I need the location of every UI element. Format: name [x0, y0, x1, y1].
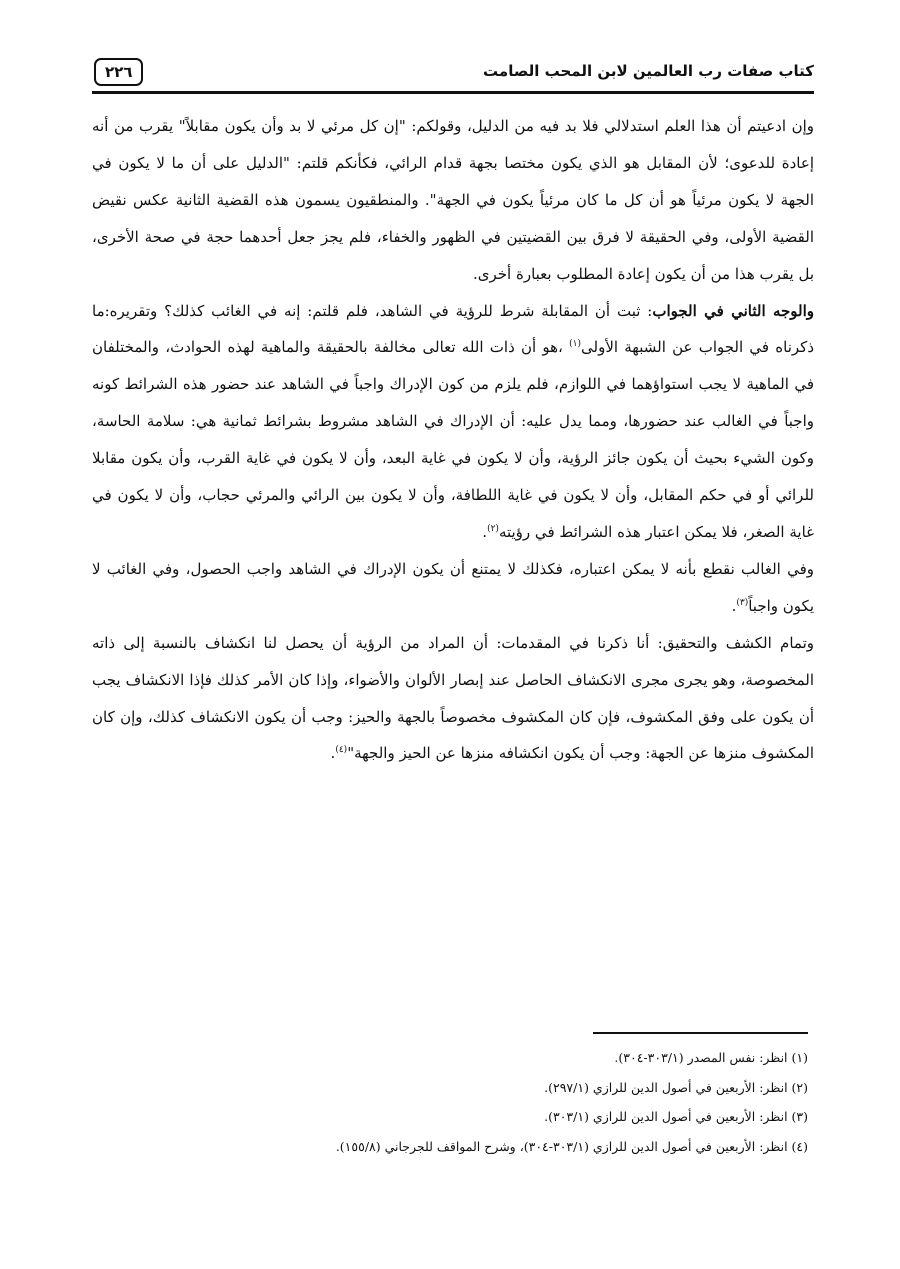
paragraph-1: وإن ادعيتم أن هذا العلم استدلالي فلا بد فيه من الدليل، وقولكم: "إن كل مرئي لا بد وأن يكون مقابلاً" يقرب من أنه إعادة للدعوى؛ لأن المقابل هو الذي يكون مختصا بجهة قدام الرائي، فكأنكم قلتم: "الدليل على أن ما لا يكون في الجهة لا يكون مرئياً هو أن كل ما كان مرئياً يكون في الجهة". والمنطقيون يسمون هذه القضية الثانية عكس نقيض القضية الأولى، وفي الحقيقة لا فرق بين القضيتين في الظهور والخفاء، فلم يجز جعل أحدهما حجة في صحة الأخرى، بل يقرب هذا من أن يكون إعادة المطلوب بعبارة أخرى.	[92, 117, 814, 283]
paragraph-4	[92, 625, 814, 773]
footnote-divider	[593, 1032, 808, 1034]
footnote-ref-3[interactable]: (٣)	[736, 597, 749, 608]
paragraph-2-end: .	[482, 522, 488, 541]
header-divider	[92, 91, 814, 94]
paragraph-2-text-a: : ثبت أن المقابلة شرط للرؤية في الشاهد، فلم قلتم: إنه في الغائب كذلك؟ وتقريره:ما ذكرناه في الجواب عن الشبهة الأولى	[92, 301, 814, 357]
page-number-box: ٢٢٦	[94, 58, 143, 86]
paragraph-2-heading: والوجه الثاني في الجواب	[652, 301, 814, 320]
footnotes	[86, 1043, 808, 1161]
paragraph-3-end: .	[731, 596, 737, 615]
paragraph-3	[92, 551, 814, 625]
footnote-ref-4[interactable]: (٤)	[335, 745, 348, 756]
footnote-ref-2[interactable]: (٢)	[487, 523, 499, 534]
paragraph-2-text-b: ،هو أن ذات الله تعالى مخالفة بالحقيقة والماهية لهذه الحوادث، والمختلفان في الماهية لا يجب استواؤهما في اللوازم، فلم يلزم من كون الإدراك واجباً في الشاهد عند حضور هذه الشرائط كونه واجباً في الغالب عند حضورها، ومما يدل عليه: أن الإدراك في الشاهد مشروط بشرائط ثمانية هي: سلامة الحاسة، وكون الشيء بحيث أن يكون جائز الرؤية، وأن لا يكون في غاية البعد، وأن لا يكون في غاية القرب، وأن يكون مقابلا للرائي أو في حكم المقابل، وأن لا يكون في غاية اللطافة، وأن لا يكون بين الرائي والمرئي حجاب، وأن لا يكون في غاية الصغر، فلا يمكن اعتبار هذه الشرائط في رؤيته	[92, 338, 814, 541]
footnote-ref-1[interactable]: (١)	[569, 339, 581, 350]
paragraph-4-end: .	[330, 744, 336, 763]
main-text	[92, 108, 814, 772]
paragraph-3-text: وفي الغالب نقطع بأنه لا يمكن اعتباره، فكذلك لا يمتنع أن يكون الإدراك في الشاهد واجب الحصول، وفي الغائب لا يكون واجباً	[92, 559, 814, 615]
footnote-4: (٤) انظر: الأربعين في أصول الدين للرازي (٣٠٣/١-٣٠٤)، وشرح المواقف للجرجاني (١٥٥/٨).	[335, 1138, 808, 1154]
book-title: كتاب صفات رب العالمين لابن المحب الصامت	[483, 62, 814, 80]
paragraph-4-text: وتمام الكشف والتحقيق: أنا ذكرنا في المقدمات: أن المراد من الرؤية أن يحصل لنا انكشاف بالنسبة إلى ذاته المخصوصة، وهو يجرى مجرى الانكشاف الحاصل عند إبصار الألوان والأضواء، وإذا كان الأمر كذلك فإذا الانكشاف يجب أن يكون على وفق المكشوف، فإن كان المكشوف مخصوصاً بالجهة والحيز: وجب أن يكون الانكشاف كذلك، وإن كان المكشوف منزها عن الجهة: وجب أن يكون انكشافه منزها عن الحيز والجهة"	[92, 633, 814, 763]
page-header	[92, 58, 814, 88]
footnote-1: (١) انظر: نفس المصدر (٣٠٣/١-٣٠٤).	[614, 1050, 808, 1065]
footnote-2: (٢) انظر: الأربعين في أصول الدين للرازي (٢٩٧/١).	[544, 1079, 808, 1095]
footnote-3: (٣) انظر: الأربعين في أصول الدين للرازي (٣٠٣/١).	[544, 1109, 808, 1124]
paragraph-2	[92, 293, 814, 551]
